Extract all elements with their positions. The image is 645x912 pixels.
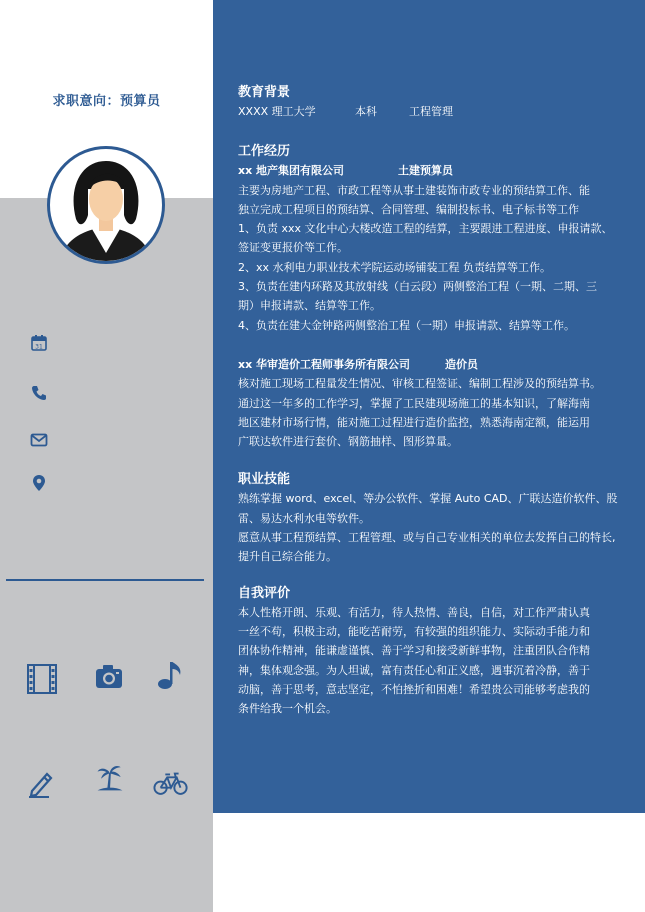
- skills-section: [238, 471, 628, 566]
- avatar: [47, 146, 165, 264]
- job1-line: 主要为房地产工程、市政工程等从事土建装饰市政专业的预结算工作、能: [238, 183, 590, 197]
- job2-line: 通过这一年多的工作学习，掌握了工民建现场施工的基本知识，了解海南: [238, 396, 590, 410]
- self-eval-line: 动脑，善于思考，意志坚定，不怕挫折和困难！希望贵公司能够考虑我的: [238, 682, 590, 696]
- self-eval-line: 本人性格开朗、乐观、有活力，待人热情、善良，自信，对工作严肃认真: [238, 605, 590, 619]
- skills-line: 熟练掌握 word、excel、等办公软件、掌握 Auto CAD、广联达造价软件、股: [238, 492, 618, 506]
- phone-icon: [30, 384, 48, 402]
- self-eval-line: 一丝不苟，积极主动，能吃苦耐劳，有较强的组织能力、实际动手能力和: [238, 624, 590, 638]
- music-icon: [153, 659, 189, 691]
- self-eval-section: [238, 585, 628, 719]
- pen-icon: [23, 767, 59, 799]
- job2-header: [238, 355, 628, 374]
- job1-position: 土建预算员: [398, 164, 453, 178]
- bicycle-icon: [153, 767, 189, 799]
- job1-line: 1、负责 xxx 文化中心大楼改造工程的结算，主要跟进工程进度、申报请款、: [238, 222, 613, 236]
- job2-company: xx 华审造价工程师事务所有限公司: [238, 357, 411, 371]
- skills-line: 雷、易达水利水电等软件。: [238, 511, 370, 525]
- resume-content: [238, 84, 628, 718]
- job2-line: 地区建材市场行情，能对施工过程进行造价监控，熟悉海南定额，能运用: [238, 415, 590, 429]
- skills-title: 职业技能: [238, 472, 291, 488]
- location-icon: [30, 474, 48, 492]
- svg-text:31: 31: [35, 343, 43, 351]
- sidebar-divider: [6, 579, 204, 581]
- job1-line: 2、xx 水利电力职业技术学院运动场铺装工程 负责结算等工作。: [238, 260, 552, 274]
- job1-line: 独立完成工程项目的预结算、合同管理、编制投标书、电子标书等工作: [238, 202, 579, 216]
- page-bottom-margin: [213, 813, 645, 912]
- job2-position: 造价员: [445, 357, 478, 371]
- job1-header: [238, 161, 628, 180]
- palm-tree-icon: [92, 761, 128, 793]
- self-eval-line: 条件给我一个机会。: [238, 702, 337, 716]
- mail-icon: [30, 431, 48, 449]
- degree: 本科: [355, 105, 377, 118]
- self-eval-line: 神，集体观念强。为人坦诚，富有责任心和正义感，遇事沉着冷静，善于: [238, 663, 590, 677]
- major: 工程管理: [409, 105, 453, 118]
- job1-company: xx 地产集团有限公司: [238, 164, 345, 178]
- job2-line: 核对施工现场工程量发生情况、审核工程签证、编制工程涉及的预结算书。: [238, 377, 601, 391]
- job2-line: 广联达软件进行套价、钢筋抽样、图形算量。: [238, 435, 458, 449]
- camera-icon: [91, 660, 127, 692]
- work-section: [238, 143, 628, 451]
- education-row: [238, 102, 628, 121]
- self-eval-line: 团体协作精神，能谦虚谨慎、善于学习和接受新鲜事物，注重团队合作精: [238, 644, 590, 658]
- film-icon: [24, 663, 60, 695]
- calendar-icon: [30, 334, 48, 352]
- school-name: XXXX 理工大学: [238, 105, 316, 118]
- sidebar-gray: [0, 198, 213, 912]
- self-eval-title: 自我评价: [238, 585, 291, 601]
- skills-line: 提升自己综合能力。: [238, 550, 337, 564]
- education-section: [238, 84, 628, 121]
- job1-line: 期）申报请款、结算等工作。: [238, 299, 381, 313]
- job-intent-title: 求职意向：预算员: [52, 94, 161, 109]
- skills-line: 愿意从事工程预结算、工程管理、或与自己专业相关的单位去发挥自己的特长,: [238, 531, 616, 545]
- work-title: 工作经历: [238, 144, 291, 160]
- job1-line: 3、负责在建内环路及其放射线（白云段）两侧整治工程（一期、二期、三: [238, 280, 597, 294]
- job1-line: 4、负责在建大金钟路两侧整治工程（一期）申报请款、结算等工作。: [238, 318, 575, 332]
- job1-line: 签证变更报价等工作。: [238, 241, 348, 255]
- education-title: 教育背景: [238, 85, 291, 100]
